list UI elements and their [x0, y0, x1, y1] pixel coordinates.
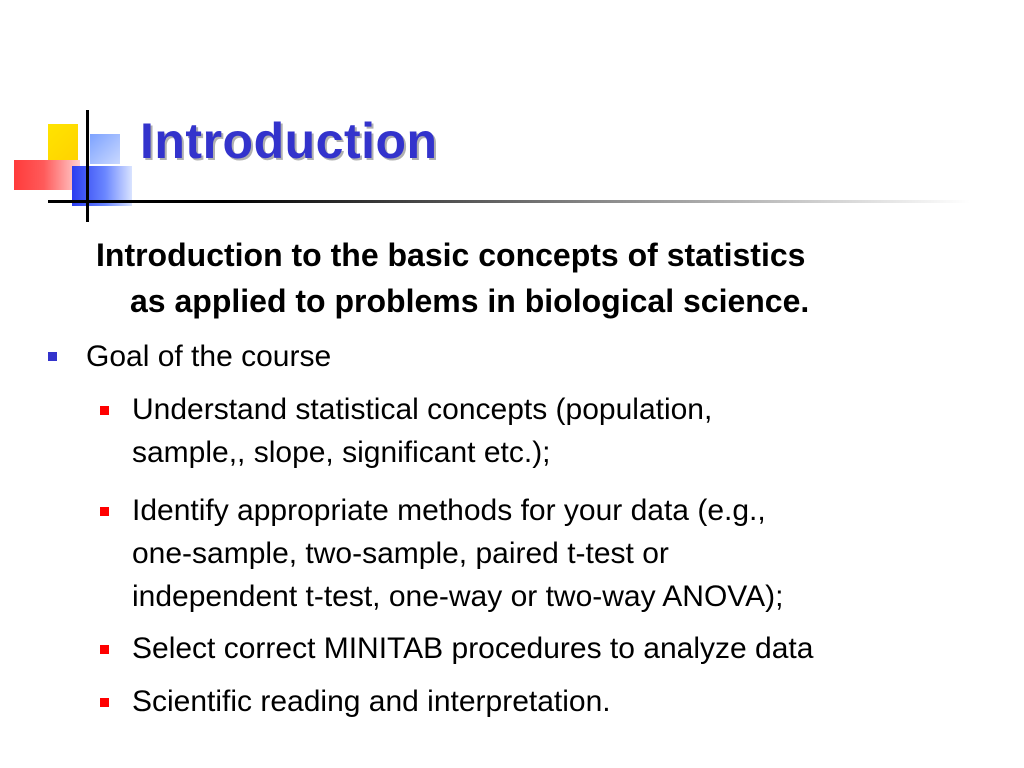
square-bullet-icon: [48, 352, 57, 361]
square-bullet-icon: [100, 406, 109, 415]
list-item-line: one-sample, two-sample, paired t-test or: [132, 537, 669, 570]
logo-red-square: [14, 160, 80, 190]
intro-line-2: as applied to problems in biological science.: [130, 283, 810, 319]
logo-vertical-line: [86, 110, 89, 222]
list-item-line: Understand statistical concepts (population,: [132, 393, 713, 426]
goal-label: Goal of the course: [86, 340, 332, 373]
slide-title: Introduction: [140, 113, 438, 169]
logo-horizontal-line: [48, 200, 140, 203]
list-item-line: independent t-test, one-way or two-way ANOVA);: [132, 580, 784, 613]
logo-yellow-square: [48, 124, 78, 162]
list-item-line: Identify appropriate methods for your data (e.g.,: [132, 494, 766, 527]
intro-line-1: Introduction to the basic concepts of statistics: [96, 237, 806, 273]
intro-text: [96, 232, 996, 324]
title-underline: [140, 200, 970, 203]
square-bullet-icon: [100, 698, 109, 707]
list-item-line: Select correct MINITAB procedures to analyze data: [132, 632, 814, 665]
list-item-line: Scientific reading and interpretation.: [132, 685, 611, 718]
list-item-line: sample,, slope, significant etc.);: [132, 436, 551, 469]
decorative-logo: [0, 100, 150, 230]
logo-light-blue-square: [90, 134, 120, 164]
square-bullet-icon: [100, 645, 109, 654]
square-bullet-icon: [100, 507, 109, 516]
